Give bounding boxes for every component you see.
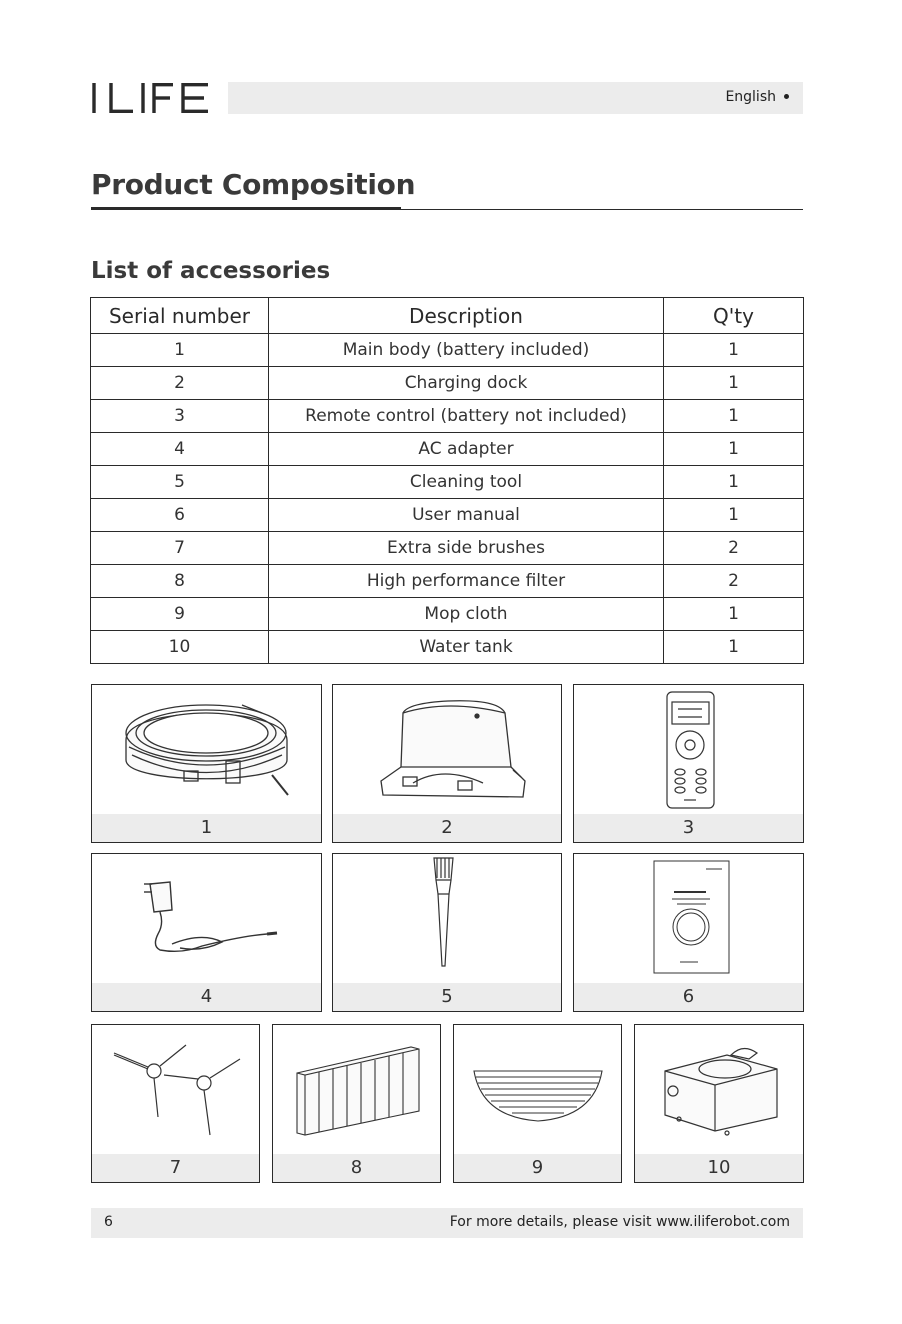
- item-box: [332, 684, 562, 843]
- table-row: [91, 532, 804, 565]
- bullet-icon: [784, 94, 789, 99]
- title-underline: [91, 207, 401, 210]
- qty-cell: 1: [664, 433, 804, 466]
- item-box: [453, 1024, 622, 1183]
- description-cell: High performance filter: [269, 565, 664, 598]
- title-rule: [401, 209, 803, 210]
- water-tank-icon: [635, 1025, 803, 1154]
- item-number: 4: [92, 983, 321, 1011]
- column-header-description: Description: [269, 298, 664, 334]
- section-title: List of accessories: [91, 258, 331, 284]
- item-number: 8: [273, 1154, 440, 1182]
- qty-cell: 1: [664, 400, 804, 433]
- item-box: [332, 853, 562, 1012]
- item-number: 2: [333, 814, 561, 842]
- serial-cell: 6: [91, 499, 269, 532]
- item-number: 10: [635, 1154, 803, 1182]
- serial-cell: 5: [91, 466, 269, 499]
- qty-cell: 1: [664, 367, 804, 400]
- footer-text: For more details, please visit www.iliferobot.com: [449, 1214, 790, 1230]
- page-title: Product Composition: [91, 168, 416, 201]
- serial-cell: 4: [91, 433, 269, 466]
- qty-cell: 1: [664, 631, 804, 664]
- table-row: [91, 433, 804, 466]
- table-row: [91, 466, 804, 499]
- item-number: 6: [574, 983, 803, 1011]
- language-label: English: [725, 89, 789, 105]
- description-cell: Cleaning tool: [269, 466, 664, 499]
- serial-cell: 8: [91, 565, 269, 598]
- table-row: [91, 334, 804, 367]
- item-number: 5: [333, 983, 561, 1011]
- qty-cell: 1: [664, 466, 804, 499]
- charging-dock-icon: [333, 685, 561, 814]
- table-row: [91, 631, 804, 664]
- item-box: [573, 853, 804, 1012]
- table-row: [91, 598, 804, 631]
- table-row: [91, 565, 804, 598]
- robot-vacuum-icon: [92, 685, 321, 814]
- user-manual-icon: [574, 854, 803, 983]
- page-number: 6: [104, 1214, 113, 1230]
- description-cell: Water tank: [269, 631, 664, 664]
- table-row: [91, 367, 804, 400]
- serial-cell: 7: [91, 532, 269, 565]
- cleaning-tool-icon: [333, 854, 561, 983]
- header-bar: [228, 82, 803, 114]
- serial-cell: 10: [91, 631, 269, 664]
- description-cell: Charging dock: [269, 367, 664, 400]
- item-box: [272, 1024, 441, 1183]
- description-cell: AC adapter: [269, 433, 664, 466]
- table-row: [91, 400, 804, 433]
- ac-adapter-icon: [92, 854, 321, 983]
- remote-control-icon: [574, 685, 803, 814]
- side-brushes-icon: [92, 1025, 259, 1154]
- item-box: [634, 1024, 804, 1183]
- qty-cell: 1: [664, 334, 804, 367]
- qty-cell: 1: [664, 499, 804, 532]
- qty-cell: 1: [664, 598, 804, 631]
- item-number: 7: [92, 1154, 259, 1182]
- column-header-serial: Serial number: [91, 298, 269, 334]
- column-header-qty: Q'ty: [664, 298, 804, 334]
- description-cell: Extra side brushes: [269, 532, 664, 565]
- qty-cell: 2: [664, 532, 804, 565]
- item-box: [91, 1024, 260, 1183]
- serial-cell: 2: [91, 367, 269, 400]
- item-number: 3: [574, 814, 803, 842]
- serial-cell: 3: [91, 400, 269, 433]
- ilife-logo: [91, 80, 211, 116]
- serial-cell: 1: [91, 334, 269, 367]
- item-number: 9: [454, 1154, 621, 1182]
- table-header-row: [91, 298, 804, 334]
- qty-cell: 2: [664, 565, 804, 598]
- description-cell: Main body (battery included): [269, 334, 664, 367]
- item-box: [573, 684, 804, 843]
- mop-cloth-icon: [454, 1025, 621, 1154]
- filter-icon: [273, 1025, 440, 1154]
- description-cell: User manual: [269, 499, 664, 532]
- item-number: 1: [92, 814, 321, 842]
- table-row: [91, 499, 804, 532]
- accessories-table: [90, 297, 804, 664]
- item-box: [91, 684, 322, 843]
- description-cell: Mop cloth: [269, 598, 664, 631]
- item-box: [91, 853, 322, 1012]
- serial-cell: 9: [91, 598, 269, 631]
- description-cell: Remote control (battery not included): [269, 400, 664, 433]
